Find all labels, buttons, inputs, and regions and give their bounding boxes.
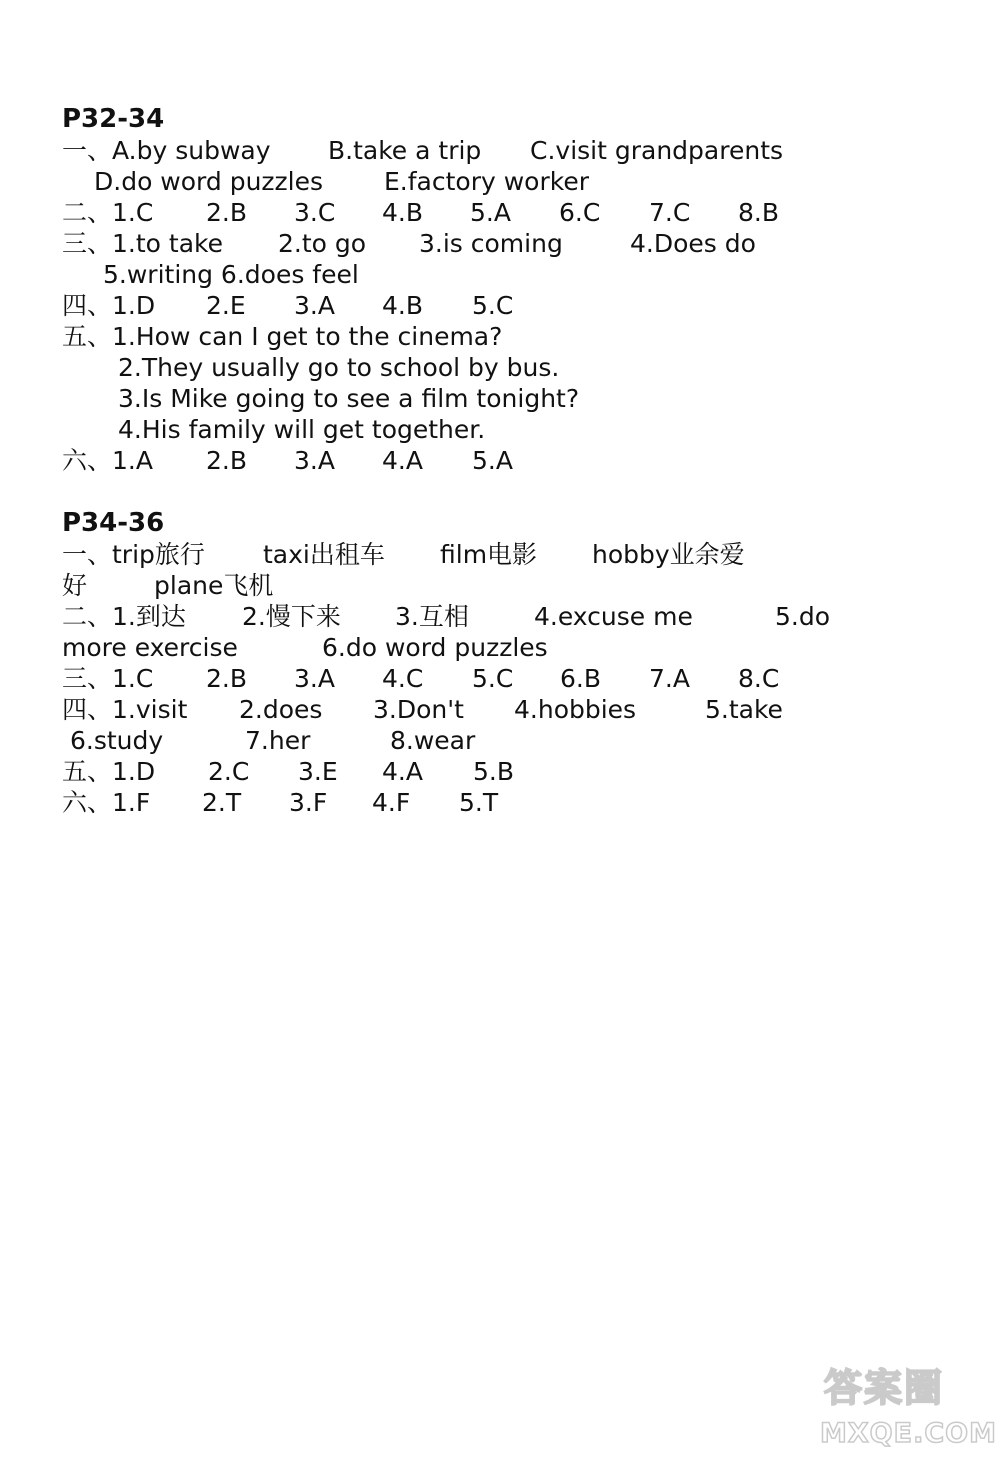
answer-item: 2.C: [208, 757, 250, 786]
answer-item: 6.study: [70, 726, 164, 755]
answer-item: 3.A: [294, 291, 335, 320]
answer-item: 4.A: [382, 757, 423, 786]
answer-item: 五、1.D: [62, 757, 156, 786]
answer-item: 2.They usually go to school by bus.: [118, 353, 560, 382]
answer-item: 六、1.A: [62, 446, 153, 475]
answer-item: B.take a trip: [328, 136, 482, 165]
answer-item: C.visit grandparents: [530, 136, 784, 165]
answer-item: 4.F: [372, 788, 411, 817]
answer-item: 4.Does do: [630, 229, 756, 258]
answer-item: 5.writing 6.does feel: [103, 260, 359, 289]
answer-item: hobby业余爱: [592, 540, 745, 569]
answer-item: 5.do: [775, 602, 831, 631]
answer-item: 2.E: [206, 291, 246, 320]
answer-item: 8.B: [738, 198, 780, 227]
answer-item: film电影: [440, 540, 538, 569]
answer-item: D.do word puzzles: [94, 167, 324, 196]
answer-item: 4.C: [382, 664, 424, 693]
answer-item: 三、1.to take: [62, 229, 223, 258]
answer-item: 3.is coming: [419, 229, 563, 258]
site-watermark-logo: [820, 1362, 997, 1452]
watermark-top-text: 答案圈: [824, 1366, 945, 1410]
answer-item: 3.Don't: [373, 695, 464, 724]
answer-item: taxi出租车: [263, 540, 385, 569]
answer-item: more exercise: [62, 633, 238, 662]
answer-item: 5.T: [459, 788, 499, 817]
answer-item: 三、1.C: [62, 664, 154, 693]
answer-item: 四、1.D: [62, 291, 156, 320]
answer-item: 2.B: [206, 664, 248, 693]
answer-item: 3.A: [294, 446, 335, 475]
answer-item: 二、1.到达: [62, 602, 186, 631]
answer-item: 8.wear: [390, 726, 476, 755]
answer-item: 3.E: [298, 757, 338, 786]
answer-item: 7.A: [649, 664, 690, 693]
answer-item: 4.His family will get together.: [118, 415, 486, 444]
answer-item: 7.her: [245, 726, 311, 755]
answer-item: 3.A: [294, 664, 335, 693]
answer-item: 一、A.by subway: [62, 136, 271, 165]
answer-item: E.factory worker: [384, 167, 589, 196]
answer-item: 好: [62, 571, 88, 600]
answer-item: 4.excuse me: [534, 602, 693, 631]
answer-item: 五、1.How can I get to the cinema?: [62, 322, 503, 351]
answer-item: 5.C: [472, 291, 514, 320]
answer-item: 5.A: [470, 198, 511, 227]
answer-item: 5.C: [472, 664, 514, 693]
section-title-p32-34: P32-34: [62, 104, 165, 134]
answer-item: 3.C: [294, 198, 336, 227]
answer-item: 7.C: [649, 198, 691, 227]
answer-item: 5.take: [705, 695, 783, 724]
answer-item: 四、1.visit: [62, 695, 188, 724]
answer-item: 6.do word puzzles: [322, 633, 548, 662]
answer-item: 2.does: [239, 695, 323, 724]
answer-item: 2.to go: [278, 229, 367, 258]
answer-item: 2.B: [206, 446, 248, 475]
answer-item: 4.B: [382, 198, 424, 227]
answer-item: 3.互相: [395, 602, 469, 631]
answer-item: 4.A: [382, 446, 423, 475]
watermark-bottom-text: MXQE.COM: [820, 1418, 997, 1449]
answer-item: 3.F: [289, 788, 328, 817]
answer-item: plane飞机: [154, 571, 274, 600]
answer-item: 3.Is Mike going to see a film tonight?: [118, 384, 580, 413]
answer-item: 5.A: [472, 446, 513, 475]
answer-item: 6.B: [560, 664, 602, 693]
answer-item: 8.C: [738, 664, 780, 693]
answer-item: 二、1.C: [62, 198, 154, 227]
section-title-p34-36: P34-36: [62, 508, 165, 538]
answer-item: 5.B: [473, 757, 515, 786]
answer-item: 一、trip旅行: [62, 540, 205, 569]
answer-item: 2.B: [206, 198, 248, 227]
answer-item: 六、1.F: [62, 788, 151, 817]
answer-item: 6.C: [559, 198, 601, 227]
answer-item: 2.慢下来: [242, 602, 341, 631]
answer-item: 2.T: [202, 788, 242, 817]
answer-item: 4.B: [382, 291, 424, 320]
answer-item: 4.hobbies: [514, 695, 637, 724]
